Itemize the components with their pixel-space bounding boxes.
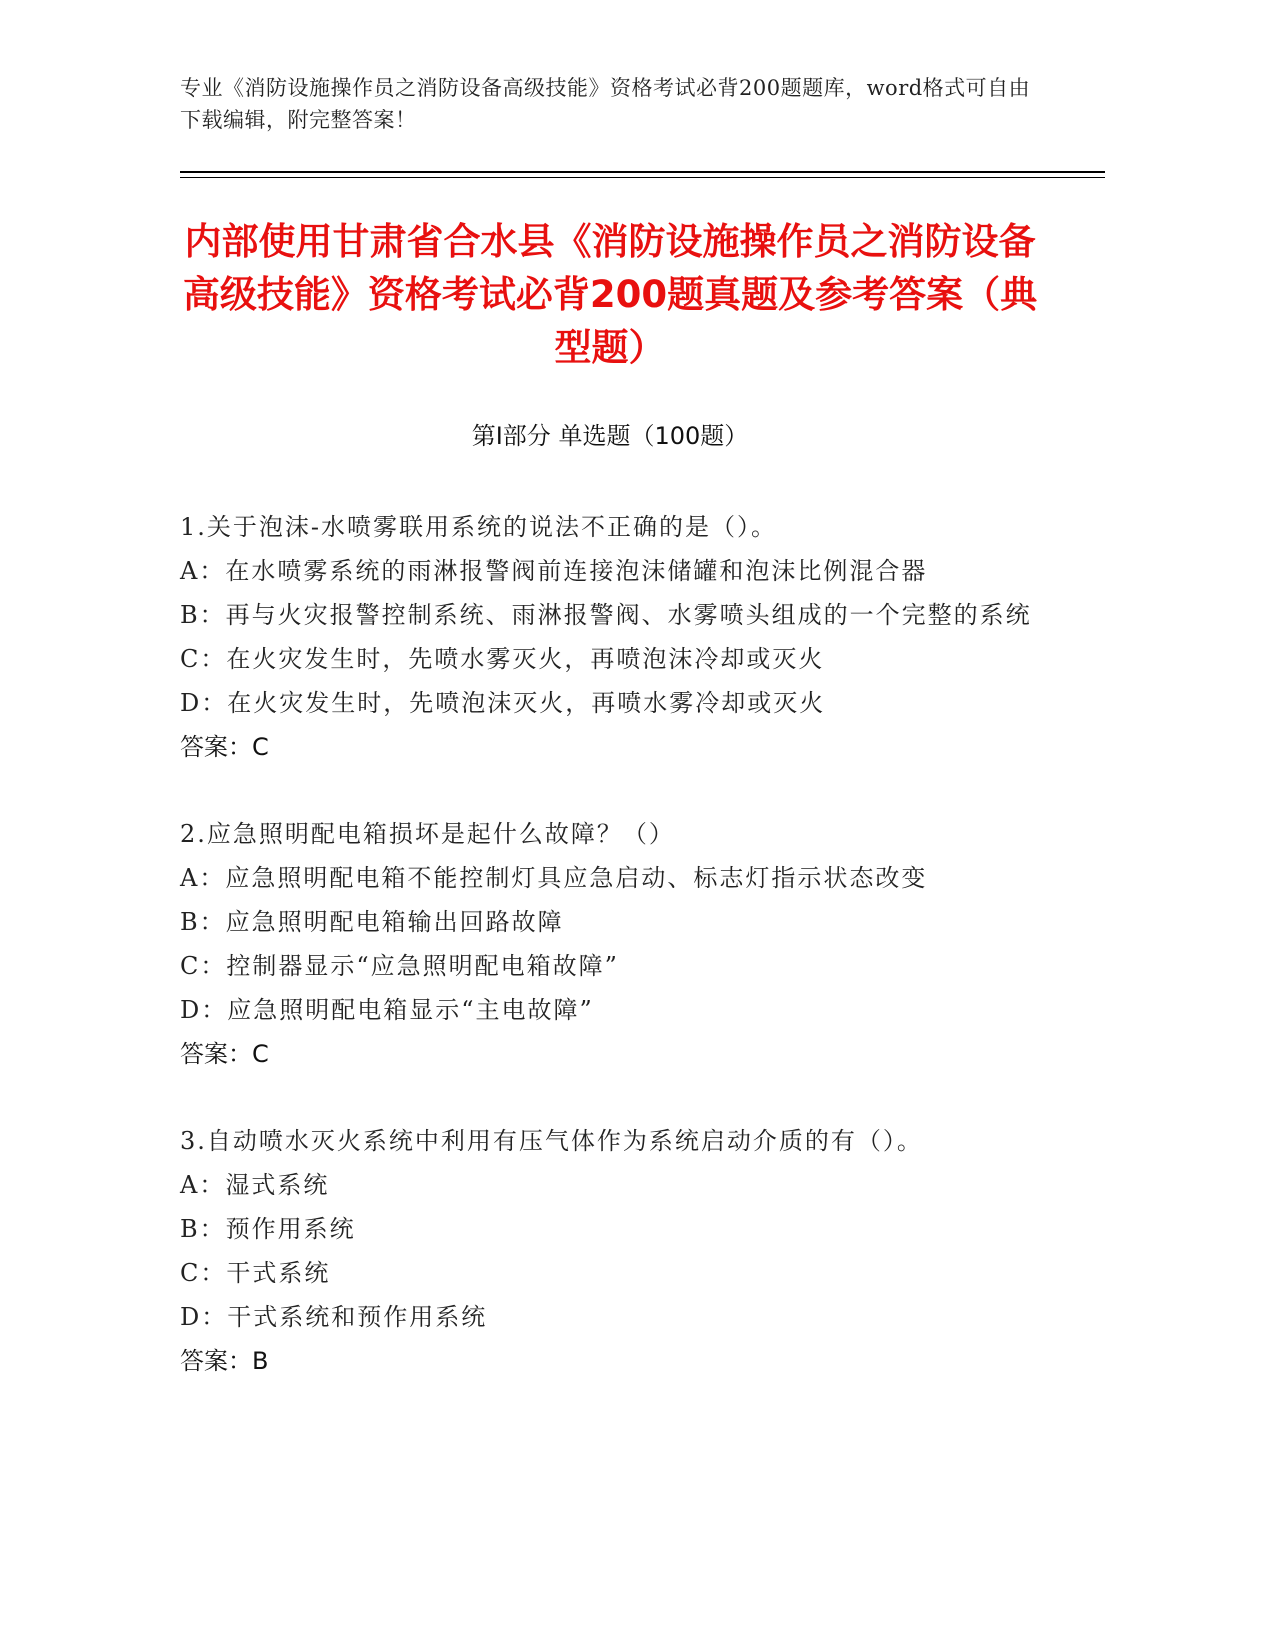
option-c: C：干式系统 [180,1259,331,1287]
answer: 答案：B [180,1347,269,1375]
question-stem: 2.应急照明配电箱损坏是起什么故障？（） [180,820,675,848]
question-list [180,505,1040,1426]
option-b: B：预作用系统 [180,1215,356,1243]
question-stem: 3.自动喷水灭火系统中利用有压气体作为系统启动介质的有（）。 [180,1127,923,1155]
option-d: D：干式系统和预作用系统 [180,1303,488,1331]
option-a: A：应急照明配电箱不能控制灯具应急启动、标志灯指示状态改变 [180,864,928,892]
question-3 [180,1119,1040,1383]
header-note: 专业《消防设施操作员之消防设备高级技能》资格考试必背200题题库，word格式可自由下载编辑，附完整答案！ [180,76,1031,132]
document-title: 内部使用甘肃省合水县《消防设施操作员之消防设备高级技能》资格考试必背200题真题及参考答案（典型题） [182,220,1038,369]
answer: 答案：C [180,733,269,761]
question-2 [180,812,1040,1076]
option-a: A：湿式系统 [180,1171,330,1199]
option-d: D：在火灾发生时，先喷泡沫灭火，再喷水雾冷却或灭火 [180,689,826,717]
option-a: A：在水喷雾系统的雨淋报警阀前连接泡沫储罐和泡沫比例混合器 [180,557,928,585]
question-1 [180,505,1040,769]
option-c: C：控制器显示“应急照明配电箱故障” [180,952,619,980]
option-d: D：应急照明配电箱显示“主电故障” [180,996,594,1024]
option-c: C：在火灾发生时，先喷水雾灭火，再喷泡沫冷却或灭火 [180,645,825,673]
question-stem: 1.关于泡沫-水喷雾联用系统的说法不正确的是（）。 [180,513,778,541]
option-b: B：应急照明配电箱输出回路故障 [180,908,564,936]
header-divider-thick [180,171,1105,173]
header-divider-thin [180,177,1105,178]
option-b: B：再与火灾报警控制系统、雨淋报警阀、水雾喷头组成的一个完整的系统 [180,601,1032,629]
section-title: 第I部分 单选题（100题） [471,422,749,450]
answer: 答案：C [180,1040,269,1068]
